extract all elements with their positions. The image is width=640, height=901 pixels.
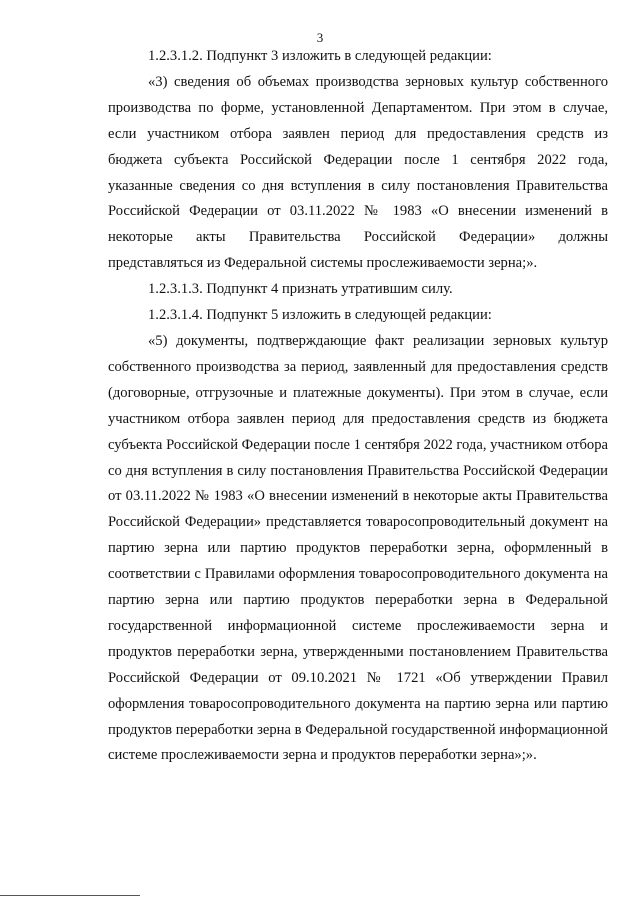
paragraph-1-2-3-1-3: 1.2.3.1.3. Подпункт 4 признать утратившим силу. xyxy=(148,281,453,298)
document-body xyxy=(108,44,608,769)
paragraph-1-2-3-1-4: 1.2.3.1.4. Подпункт 5 изложить в следующей редакции: xyxy=(148,307,492,324)
footnote-divider xyxy=(0,895,140,896)
paragraph-1-2-3-1-2: 1.2.3.1.2. Подпункт 3 изложить в следующей редакции: xyxy=(148,48,492,64)
paragraph-subpoint-5-text: «5) документы, подтверждающие факт реализации зерновых культур собственного производства за период, заявленный для предоставления средств (договорные, отгрузочные и платежные документы). При этом в случае, если участником отбора заявлен период для предоставления средств из бюджета субъекта Российской Федерации после 1 сентября 2022 года, участником отбора со дня вступления в силу постановления Правительства Российской Федерации от 03.11.2022 № 1983 «О внесении изменений в некоторые акты Правительства Российской Федерации» представляется товаросопроводительный документ на партию зерна или партию продуктов переработки зерна, оформленный в соответствии с Правилами оформления товаросопроводительного документа на партию зерна или партию продуктов переработки зерна в Федеральной государственной информационной системе прослеживаемости зерна и продуктов переработки зерна, утвержденными постановлением Правительства Российской Федерации от 09.10.2021 № 1721 «Об утверждении Правил оформления товаросопроводительного документа на партию зерна или партию продуктов переработки зерна в Федеральной государственной информационной системе прослеживаемости зерна и продуктов переработки зерна»;». xyxy=(108,332,608,764)
page-number: 3 xyxy=(316,30,324,45)
paragraph-subpoint-3-text: «3) сведения об объемах производства зерновых культур собственного производства по форме, установленной Департаментом. При этом в случае, если участником отбора заявлен период для предоставления средств из бюджета субъекта Российской Федерации после 1 сентября 2022 года, указанные сведения со дня вступления в силу постановления Правительства Российской Федерации от 03.11.2022 № 1983 «О внесении изменений в некоторые акты Правительства Российской Федерации» должны представляться из Федеральной системы прослеживаемости зерна;». xyxy=(108,73,608,272)
